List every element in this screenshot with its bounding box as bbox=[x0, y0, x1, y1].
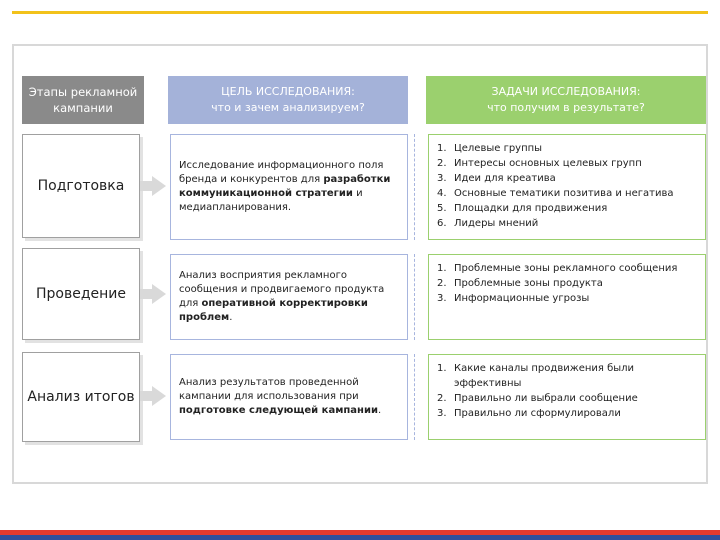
task-box-results bbox=[428, 354, 706, 440]
task-text: Проблемные зоны продукта bbox=[454, 278, 603, 289]
task-item bbox=[437, 361, 699, 391]
header-tasks bbox=[426, 76, 706, 124]
task-text: Проблемные зоны рекламного сообщения bbox=[454, 263, 678, 274]
task-number: 5. bbox=[437, 203, 447, 214]
task-text: Основные тематики позитива и негатива bbox=[454, 188, 674, 199]
task-text: Идеи для креатива bbox=[454, 173, 556, 184]
header-goal bbox=[168, 76, 408, 124]
task-item bbox=[437, 216, 699, 231]
task-number: 2. bbox=[437, 158, 447, 169]
stage-label: Анализ итогов bbox=[27, 389, 135, 405]
goal-box-execution bbox=[170, 254, 408, 340]
header-goal-subtitle: что и зачем анализируем? bbox=[211, 101, 365, 114]
task-text: Площадки для продвижения bbox=[454, 203, 608, 214]
goal-text-end: и медиапланирования. bbox=[179, 188, 363, 213]
header-stages bbox=[22, 76, 144, 124]
task-number: 1. bbox=[437, 363, 447, 374]
task-number: 1. bbox=[437, 263, 447, 274]
header-tasks-title: ЗАДАЧИ ИССЛЕДОВАНИЯ: bbox=[491, 85, 641, 98]
stage-execution bbox=[22, 248, 140, 340]
arrow-right-icon bbox=[152, 176, 166, 196]
stage-preparation bbox=[22, 134, 140, 238]
task-number: 3. bbox=[437, 408, 447, 419]
arrow-right-icon bbox=[152, 386, 166, 406]
task-text: Информационные угрозы bbox=[454, 293, 590, 304]
task-number: 1. bbox=[437, 143, 447, 154]
task-item bbox=[437, 201, 699, 216]
task-box-execution bbox=[428, 254, 706, 340]
goal-text-bold: разработки коммуникационной стратегии bbox=[179, 174, 391, 199]
bottom-color-bar bbox=[0, 530, 720, 540]
task-number: 6. bbox=[437, 218, 447, 229]
task-number: 2. bbox=[437, 393, 447, 404]
stage-results-analysis bbox=[22, 352, 140, 442]
task-item bbox=[437, 291, 699, 306]
goal-box-preparation bbox=[170, 134, 408, 240]
task-item bbox=[437, 276, 699, 291]
task-box-preparation bbox=[428, 134, 706, 240]
task-text: Правильно ли сформулировали bbox=[454, 408, 621, 419]
task-item bbox=[437, 391, 699, 406]
stage-label: Проведение bbox=[35, 286, 126, 302]
header-goal-title: ЦЕЛЬ ИССЛЕДОВАНИЯ: bbox=[221, 85, 355, 98]
goal-text: Исследование информационного поля бренда и конкурентов для bbox=[179, 160, 384, 185]
task-item bbox=[437, 171, 699, 186]
goal-text-end: . bbox=[377, 405, 382, 416]
dashed-separator bbox=[414, 134, 415, 240]
task-text: Целевые группы bbox=[454, 143, 543, 154]
task-number: 2. bbox=[437, 278, 447, 289]
goal-text-bold: оперативной корректировки проблем bbox=[179, 298, 368, 323]
goal-text: Анализ восприятия рекламного сообщения и продвигаемого продукта для bbox=[179, 270, 385, 309]
task-item bbox=[437, 186, 699, 201]
goal-text: Анализ результатов проведенной кампании для использования при bbox=[179, 377, 359, 402]
arrow-right-icon bbox=[152, 284, 166, 304]
task-text: Интересы основных целевых групп bbox=[454, 158, 642, 169]
task-text: Лидеры мнений bbox=[454, 218, 539, 229]
task-text: Какие каналы продвижения были эффективны bbox=[454, 363, 635, 389]
dashed-separator bbox=[414, 254, 415, 340]
task-item bbox=[437, 156, 699, 171]
goal-text-bold: подготовке следующей кампании bbox=[179, 405, 378, 416]
stage-label: Подготовка bbox=[37, 178, 125, 194]
task-number: 3. bbox=[437, 173, 447, 184]
dashed-separator bbox=[414, 354, 415, 440]
header-tasks-subtitle: что получим в результате? bbox=[487, 101, 645, 114]
task-item bbox=[437, 261, 699, 276]
top-accent-line bbox=[12, 11, 708, 14]
task-number: 4. bbox=[437, 188, 447, 199]
header-stages-label: Этапы рекламной кампании bbox=[28, 85, 138, 115]
goal-text-end: . bbox=[229, 312, 233, 323]
task-text: Правильно ли выбрали сообщение bbox=[454, 393, 638, 404]
task-item bbox=[437, 406, 699, 421]
task-item bbox=[437, 141, 699, 156]
goal-box-results bbox=[170, 354, 408, 440]
task-number: 3. bbox=[437, 293, 447, 304]
